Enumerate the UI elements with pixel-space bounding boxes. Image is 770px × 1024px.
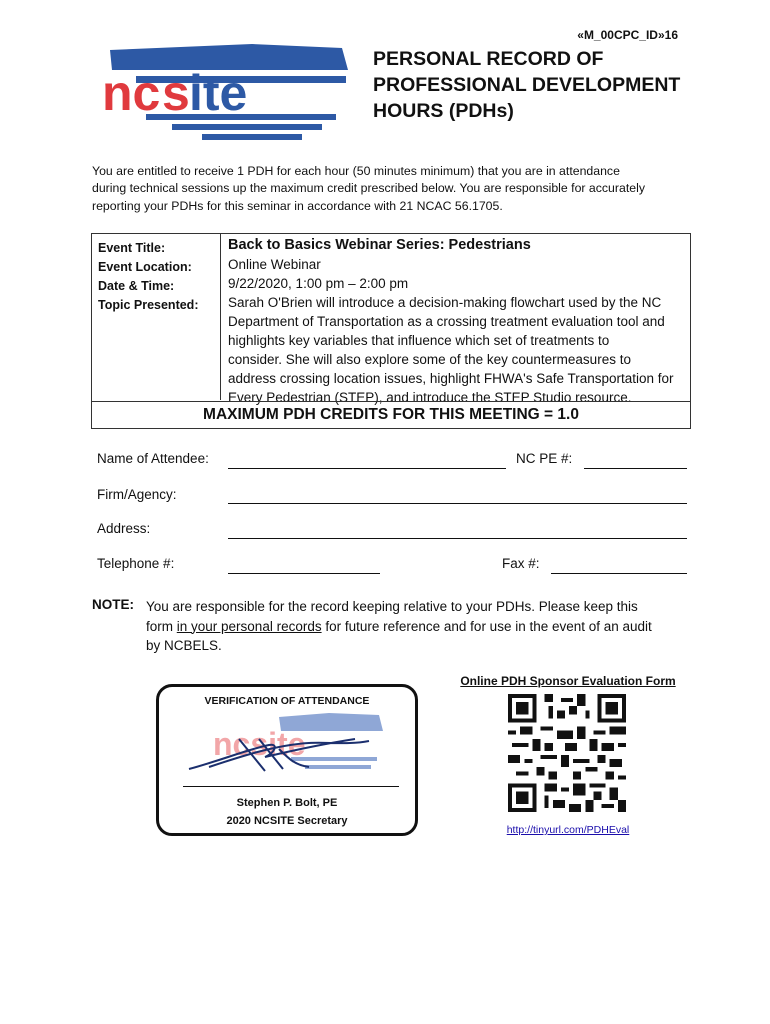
verification-heading: VERIFICATION OF ATTENDANCE <box>204 695 370 707</box>
firm-label: Firm/Agency: <box>97 487 177 502</box>
page-title: PERSONAL RECORD OF PROFESSIONAL DEVELOPMENT HOURS (PDHs) <box>373 48 681 122</box>
note-label: NOTE: <box>92 597 134 612</box>
verification-stamp <box>156 684 418 836</box>
note-text: You are responsible for the record keeping relative to your PDHs. Please keep this form in your personal records for future reference and for use in the event of an audit by NCBELS. <box>146 599 652 653</box>
signer-role: 2020 NCSITE Secretary <box>226 815 348 827</box>
svg-text:ite: ite <box>189 65 248 121</box>
verification-stamp-graphic <box>179 709 399 785</box>
address-label: Address: <box>97 521 151 536</box>
event-topic-label: Topic Presented: <box>98 298 199 312</box>
event-values <box>228 236 688 407</box>
fax-field[interactable] <box>551 573 687 574</box>
ncsite-logo <box>92 40 354 144</box>
event-title: Back to Basics Webinar Series: Pedestrians <box>228 237 531 253</box>
event-datetime: 9/22/2020, 1:00 pm – 2:00 pm <box>228 276 409 291</box>
event-title-label: Event Title: <box>98 241 166 255</box>
fax-label: Fax #: <box>502 556 540 571</box>
ncpe-field[interactable] <box>584 468 687 469</box>
event-labels <box>98 239 198 315</box>
event-location-label: Event Location: <box>98 260 192 274</box>
telephone-label: Telephone #: <box>97 556 175 571</box>
event-topic: Sarah O'Brien will introduce a decision-making flowchart used by the NC Department of Transportation as a crossing treatment evaluation tool and highlights key variables that influence which set of treatments to consider. She will also explore some of the key countermeasures to address crossing location issues, highlight FHWA's Safe Transportation for Every Pedestrian (STEP), and introduce the STEP Studio resource. <box>228 295 674 405</box>
evaluation-link[interactable]: http://tinyurl.com/PDHEval <box>506 824 630 836</box>
signer-name: Stephen P. Bolt, PE <box>236 797 338 809</box>
ncpe-label: NC PE #: <box>516 451 573 466</box>
intro-paragraph: You are entitled to receive 1 PDH for each hour (50 minutes minimum) that you are in attendance during technical sessions up the maximum credit prescribed below. You are responsible for accurately reporting your PDHs for this seminar in accordance with 21 NCAC 56.1705. <box>92 164 645 213</box>
qr-code[interactable] <box>508 694 626 812</box>
address-field[interactable] <box>228 538 687 539</box>
firm-field[interactable] <box>228 503 687 504</box>
stamp-logo-text: ncsite <box>213 726 306 762</box>
sponsor-evaluation-label[interactable]: Online PDH Sponsor Evaluation Form <box>460 674 676 688</box>
svg-text:s: s <box>162 65 190 121</box>
svg-text:nc: nc <box>102 65 161 121</box>
event-location: Online Webinar <box>228 257 321 272</box>
telephone-field[interactable] <box>228 573 380 574</box>
event-info-table <box>91 233 691 429</box>
max-pdh-credits: MAXIMUM PDH CREDITS FOR THIS MEETING = 1.0 <box>203 406 579 423</box>
event-datetime-label: Date & Time: <box>98 279 175 293</box>
attendee-name-field[interactable] <box>228 468 506 469</box>
document-id: «M_00CPC_ID»16 <box>577 28 678 42</box>
signature-line <box>183 786 399 787</box>
attendee-name-label: Name of Attendee: <box>97 451 209 466</box>
